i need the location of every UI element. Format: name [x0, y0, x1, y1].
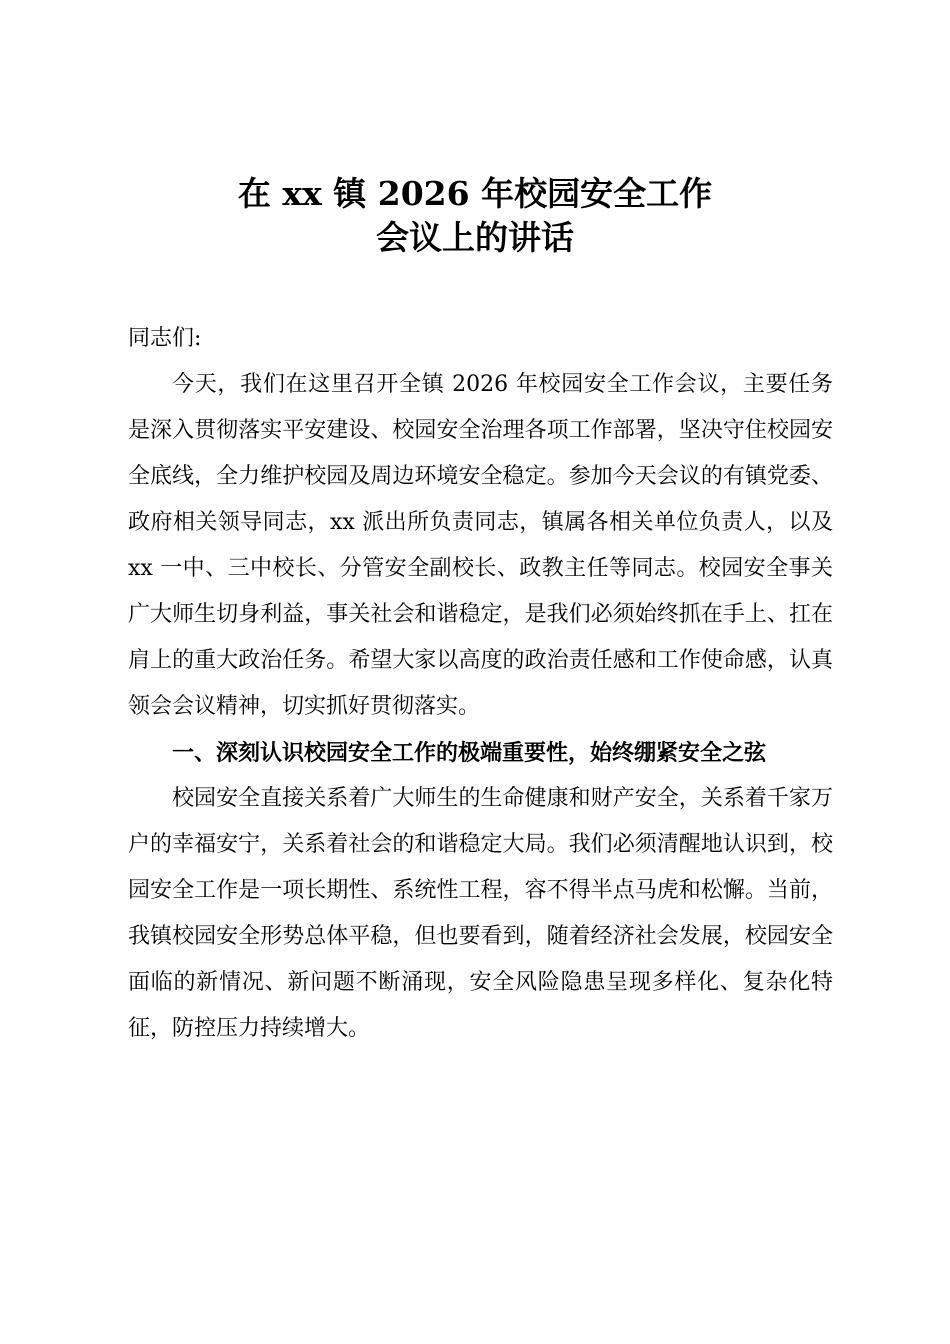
document-title-line-1: 在 xx 镇 2026 年校园安全工作: [237, 174, 713, 213]
document-title-line-2: 会议上的讲话: [376, 218, 574, 257]
section-heading-1: 一、深刻认识校园安全工作的极端重要性，始终绷紧安全之弦: [172, 740, 767, 766]
document-body: [128, 316, 833, 1052]
section-1-paragraph: 校园安全直接关系着广大师生的生命健康和财产安全，关系着千家万户的幸福安宁，关系着社会的和谐稳定大局。我们必须清醒地认识到，校园安全工作是一项长期性、系统性工程，容不得半点马虎和松懈。当前，我镇校园安全形势总体平稳，但也要看到，随着经济社会发展，校园安全面临的新情况、新问题不断涌现，安全风险隐患呈现多样化、复杂化特征，防控压力持续增大。: [128, 786, 833, 1041]
salutation: 同志们:: [128, 326, 202, 351]
opening-paragraph: 今天，我们在这里召开全镇 2026 年校园安全工作会议，主要任务是深入贯彻落实平安建设、校园安全治理各项工作部署，坚决守住校园安全底线，全力维护校园及周边环境安全稳定。参加今天会议的有镇党委、政府相关领导同志，xx 派出所负责同志，镇属各相关单位负责人，以及 xx 一中、三中校长、分管安全副校长、政教主任等同志。校园安全事关广大师生切身利益，事关社会和谐稳定，是我们必须始终抓在手上、扛在肩上的重大政治任务。希望大家以高度的政治责任感和工作使命感，认真领会会议精神，切实抓好贯彻落实。: [128, 372, 833, 719]
